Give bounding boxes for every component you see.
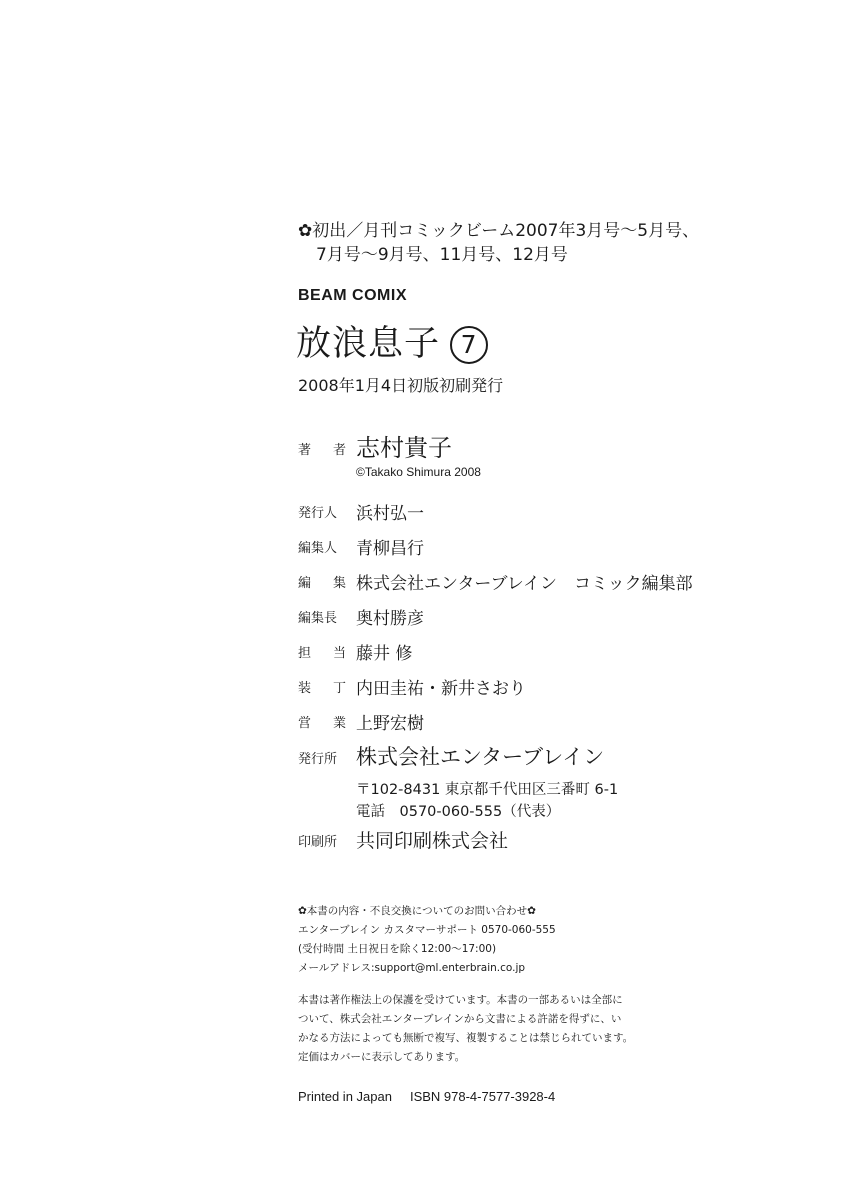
credit-label-in-charge: 担 当: [298, 646, 346, 661]
credit-value-publisher: [356, 741, 618, 823]
inquiry-block: [298, 902, 556, 978]
credit-value-printer: 共同印刷株式会社: [356, 830, 509, 852]
credit-row-design: [298, 674, 526, 699]
publisher-phone: 電話 0570-060-555（代表）: [356, 804, 561, 820]
credit-label-editing: 編 集: [298, 576, 346, 591]
credit-row-chief-editor: [298, 604, 424, 629]
credit-row-editing: [298, 569, 693, 594]
notice-line: 定価はカバーに表示してあります。: [298, 1051, 466, 1063]
credit-value-in-charge: 藤井 修: [356, 644, 413, 664]
publication-date: 2008年1月4日初版初刷発行: [298, 376, 504, 395]
credit-label-publisher-person: 発行人: [298, 506, 338, 521]
publisher-company: 株式会社エンターブレイン: [356, 745, 605, 769]
credit-row-author: [298, 428, 481, 479]
credit-label-chief-editor: 編集長: [298, 611, 338, 626]
credit-row-publisher-person: [298, 499, 424, 524]
inquiry-support: エンターブレイン カスタマーサポート 0570-060-555: [298, 924, 556, 936]
first-publication-line-2: 7月号～9月号、11月号、12月号: [316, 245, 568, 265]
credit-label-editor-person: 編集人: [298, 541, 338, 556]
inquiry-hours: (受付時間 土日祝日を除く12:00～17:00): [298, 943, 497, 955]
credit-value-chief-editor: 奥村勝彦: [356, 609, 424, 629]
credit-row-printer: [298, 826, 508, 853]
credit-value-publisher-person: 浜村弘一: [356, 504, 424, 524]
first-publication-note: [298, 219, 699, 267]
credit-value-author: 志村貴子 ©Takako Shimura 2008: [356, 434, 481, 479]
notice-line: かなる方法によっても無断で複写、複製することは禁じられています。: [298, 1032, 634, 1044]
inquiry-heading: ✿本書の内容・不良交換についてのお問い合わせ✿: [298, 905, 536, 917]
credit-value-sales: 上野宏樹: [356, 714, 424, 734]
copyright-notice-block: [298, 991, 633, 1067]
credit-row-sales: [298, 709, 424, 734]
book-title: [296, 316, 488, 366]
printed-in: Printed in Japan: [298, 1089, 392, 1104]
first-publication-line-1: ✿初出／月刊コミックビーム2007年3月号～5月号、: [298, 221, 700, 241]
credit-value-editor-person: 青柳昌行: [356, 539, 424, 559]
credit-label-author: 著 者: [298, 443, 346, 458]
notice-line: 本書は著作権法上の保護を受けています。本書の一部あるいは全部に: [298, 994, 623, 1006]
credit-value-design: 内田圭祐・新井さおり: [356, 679, 526, 699]
credit-value-editing: 株式会社エンターブレイン コミック編集部: [356, 574, 693, 594]
publisher-address: 〒102-8431 東京都千代田区三番町 6-1: [356, 782, 619, 798]
footer: [298, 1089, 555, 1104]
volume-number: 7: [450, 326, 488, 364]
credit-row-publisher: [298, 741, 618, 823]
credit-row-editor-person: [298, 534, 424, 559]
inquiry-email: メールアドレス:support@ml.enterbrain.co.jp: [298, 962, 526, 974]
book-title-text: 放浪息子: [296, 324, 441, 364]
credit-label-printer: 印刷所: [298, 835, 338, 850]
notice-line: ついて、株式会社エンターブレインから文書による許諾を得ずに、い: [298, 1013, 622, 1025]
credit-row-in-charge: [298, 639, 412, 664]
credit-label-publisher: 発行所: [298, 752, 338, 767]
isbn: ISBN 978-4-7577-3928-4: [409, 1089, 556, 1104]
credits-block: [298, 428, 693, 852]
series-label: BEAM COMIX: [298, 287, 407, 304]
credit-label-design: 装 丁: [298, 681, 346, 696]
copyright-notice: ©Takako Shimura 2008: [356, 465, 481, 479]
credit-label-sales: 営 業: [298, 716, 346, 731]
